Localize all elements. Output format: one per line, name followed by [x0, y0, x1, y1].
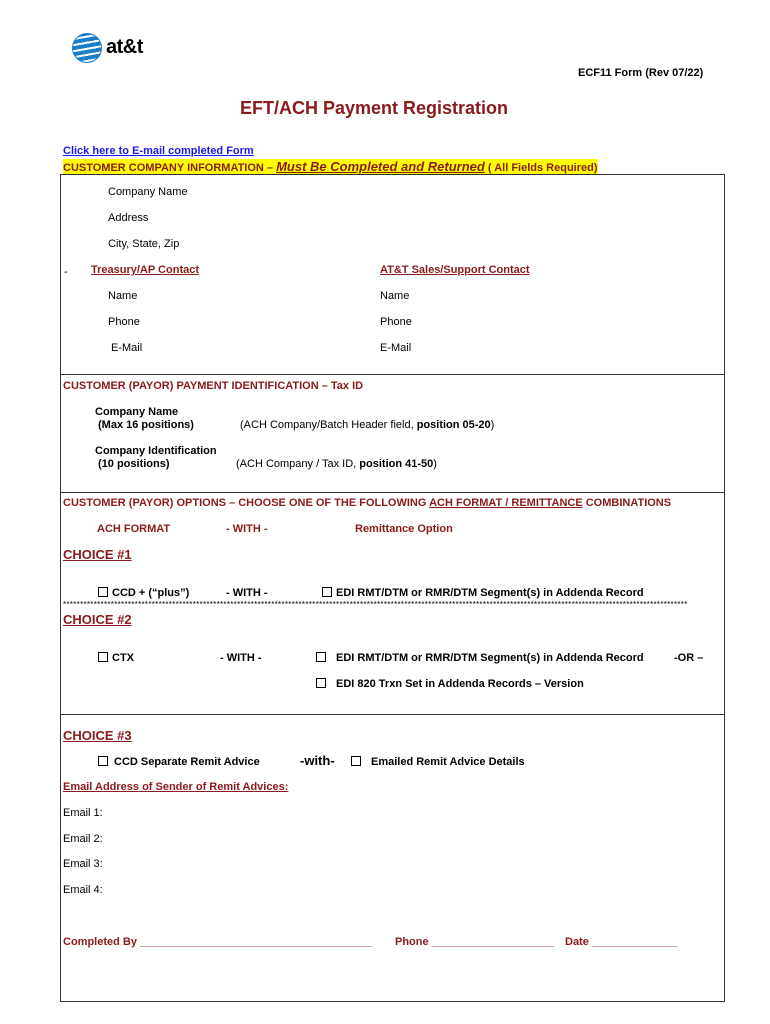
company-name-note-suffix: ): [490, 419, 495, 431]
treasury-name-field[interactable]: Name: [108, 290, 138, 302]
section3-heading-link: ACH FORMAT / REMITTANCE: [429, 497, 583, 509]
company-id-sub: (10 positions): [98, 458, 170, 470]
checkbox[interactable]: [351, 756, 361, 766]
footer-phone-field[interactable]: Phone ____________________: [395, 936, 555, 948]
choice1-remit-label: EDI RMT/DTM or RMR/DTM Segment(s) in Addenda Record: [336, 587, 644, 599]
email-form-link[interactable]: Click here to E-mail completed Form: [63, 145, 254, 157]
col-ach-format: ACH FORMAT: [97, 523, 171, 535]
checkbox[interactable]: [98, 652, 108, 662]
choice2-remit1-label: EDI RMT/DTM or RMR/DTM Segment(s) in Addenda Record: [336, 652, 644, 664]
choice2-remit2-option[interactable]: [316, 678, 584, 690]
footer-date-field[interactable]: Date ______________: [565, 936, 678, 948]
company-id-note-bold: position 41-50: [359, 458, 434, 470]
choice3-format-label: CCD Separate Remit Advice: [114, 756, 260, 768]
col-with: - WITH -: [226, 523, 268, 535]
company-name-label: Company Name: [95, 406, 179, 418]
company-name-note-prefix: (ACH Company/Batch Header field,: [240, 419, 414, 431]
treasury-contact-heading: Treasury/AP Contact: [91, 264, 200, 276]
choice2-with: - WITH -: [220, 652, 262, 664]
choice3-label: CHOICE #3: [63, 728, 132, 743]
choice2-format-label: CTX: [112, 652, 134, 664]
form-id: ECF11 Form (Rev 07/22): [578, 67, 704, 79]
choice1-with: - WITH -: [226, 587, 268, 599]
email1-field[interactable]: Email 1:: [63, 807, 103, 819]
choice1-format-option[interactable]: [98, 587, 189, 599]
checkbox[interactable]: [316, 678, 326, 688]
section1-heading: [63, 159, 598, 174]
att-globe-icon: [72, 33, 102, 63]
choice3-remit-label: Emailed Remit Advice Details: [371, 756, 525, 768]
address-field[interactable]: Address: [108, 212, 149, 224]
company-name-field[interactable]: Company Name: [108, 186, 188, 198]
logo-text: at&t: [106, 36, 143, 58]
sales-name-field[interactable]: Name: [380, 290, 410, 302]
email-section-heading: Email Address of Sender of Remit Advices:: [63, 781, 289, 793]
choice2-label: CHOICE #2: [63, 612, 132, 627]
choice3-remit-option[interactable]: [351, 756, 525, 768]
section1-heading-suffix: ( All Fields Required): [487, 162, 598, 174]
company-name-sub: (Max 16 positions): [98, 419, 194, 431]
divider: [60, 374, 725, 375]
col-remittance-option: Remittance Option: [355, 523, 453, 535]
section3-heading-prefix: CUSTOMER (PAYOR) OPTIONS – CHOOSE ONE OF THE FOLLOWING: [63, 497, 427, 509]
sales-email-field[interactable]: E-Mail: [380, 342, 412, 354]
treasury-email-field[interactable]: E-Mail: [111, 342, 143, 354]
choice2-remit1-option[interactable]: [316, 652, 644, 664]
email3-field[interactable]: Email 3:: [63, 858, 103, 870]
company-id-note-prefix: (ACH Company / Tax ID,: [236, 458, 357, 470]
checkbox[interactable]: [98, 587, 108, 597]
city-state-zip-field[interactable]: City, State, Zip: [108, 238, 180, 250]
choice2-format-option[interactable]: [98, 652, 134, 664]
treasury-phone-field[interactable]: Phone: [108, 316, 140, 328]
company-id-label: Company Identification: [95, 445, 217, 457]
checkbox[interactable]: [98, 756, 108, 766]
section2-heading: CUSTOMER (PAYOR) PAYMENT IDENTIFICATION – Tax ID: [63, 380, 364, 392]
divider: [60, 492, 725, 493]
choice3-format-option[interactable]: [98, 756, 260, 768]
section1-heading-prefix: CUSTOMER COMPANY INFORMATION –: [63, 162, 274, 174]
company-name-note-bold: position 05-20: [416, 419, 491, 431]
choice2-or: -OR –: [674, 652, 704, 664]
choice1-format-label: CCD + (“plus”): [112, 587, 190, 599]
page-title: EFT/ACH Payment Registration: [240, 98, 509, 118]
sales-phone-field[interactable]: Phone: [380, 316, 412, 328]
checkbox[interactable]: [322, 587, 332, 597]
email2-field[interactable]: Email 2:: [63, 833, 103, 845]
section1-heading-emph: Must Be Completed and Returned: [276, 159, 485, 174]
company-id-note-suffix: ): [433, 458, 437, 470]
choice1-label: CHOICE #1: [63, 547, 132, 562]
company-id-note[interactable]: [236, 458, 437, 470]
company-name-note[interactable]: [240, 419, 494, 431]
choice1-remit-option[interactable]: [322, 587, 644, 599]
divider: [60, 714, 725, 715]
section3-heading: [63, 497, 671, 509]
choice3-with: -with-: [300, 753, 335, 768]
choice2-remit2-label: EDI 820 Trxn Set in Addenda Records – Version: [336, 678, 584, 690]
checkbox[interactable]: [316, 652, 326, 662]
email4-field[interactable]: Email 4:: [63, 884, 103, 896]
separator-line: ***************************************************************************************************************************************************************************************: [63, 601, 688, 609]
sales-contact-heading: AT&T Sales/Support Contact: [380, 264, 530, 276]
section3-heading-suffix: COMBINATIONS: [585, 497, 672, 509]
bullet-marker: -: [64, 266, 68, 278]
completed-by-field[interactable]: Completed By ______________________________________: [63, 936, 373, 948]
